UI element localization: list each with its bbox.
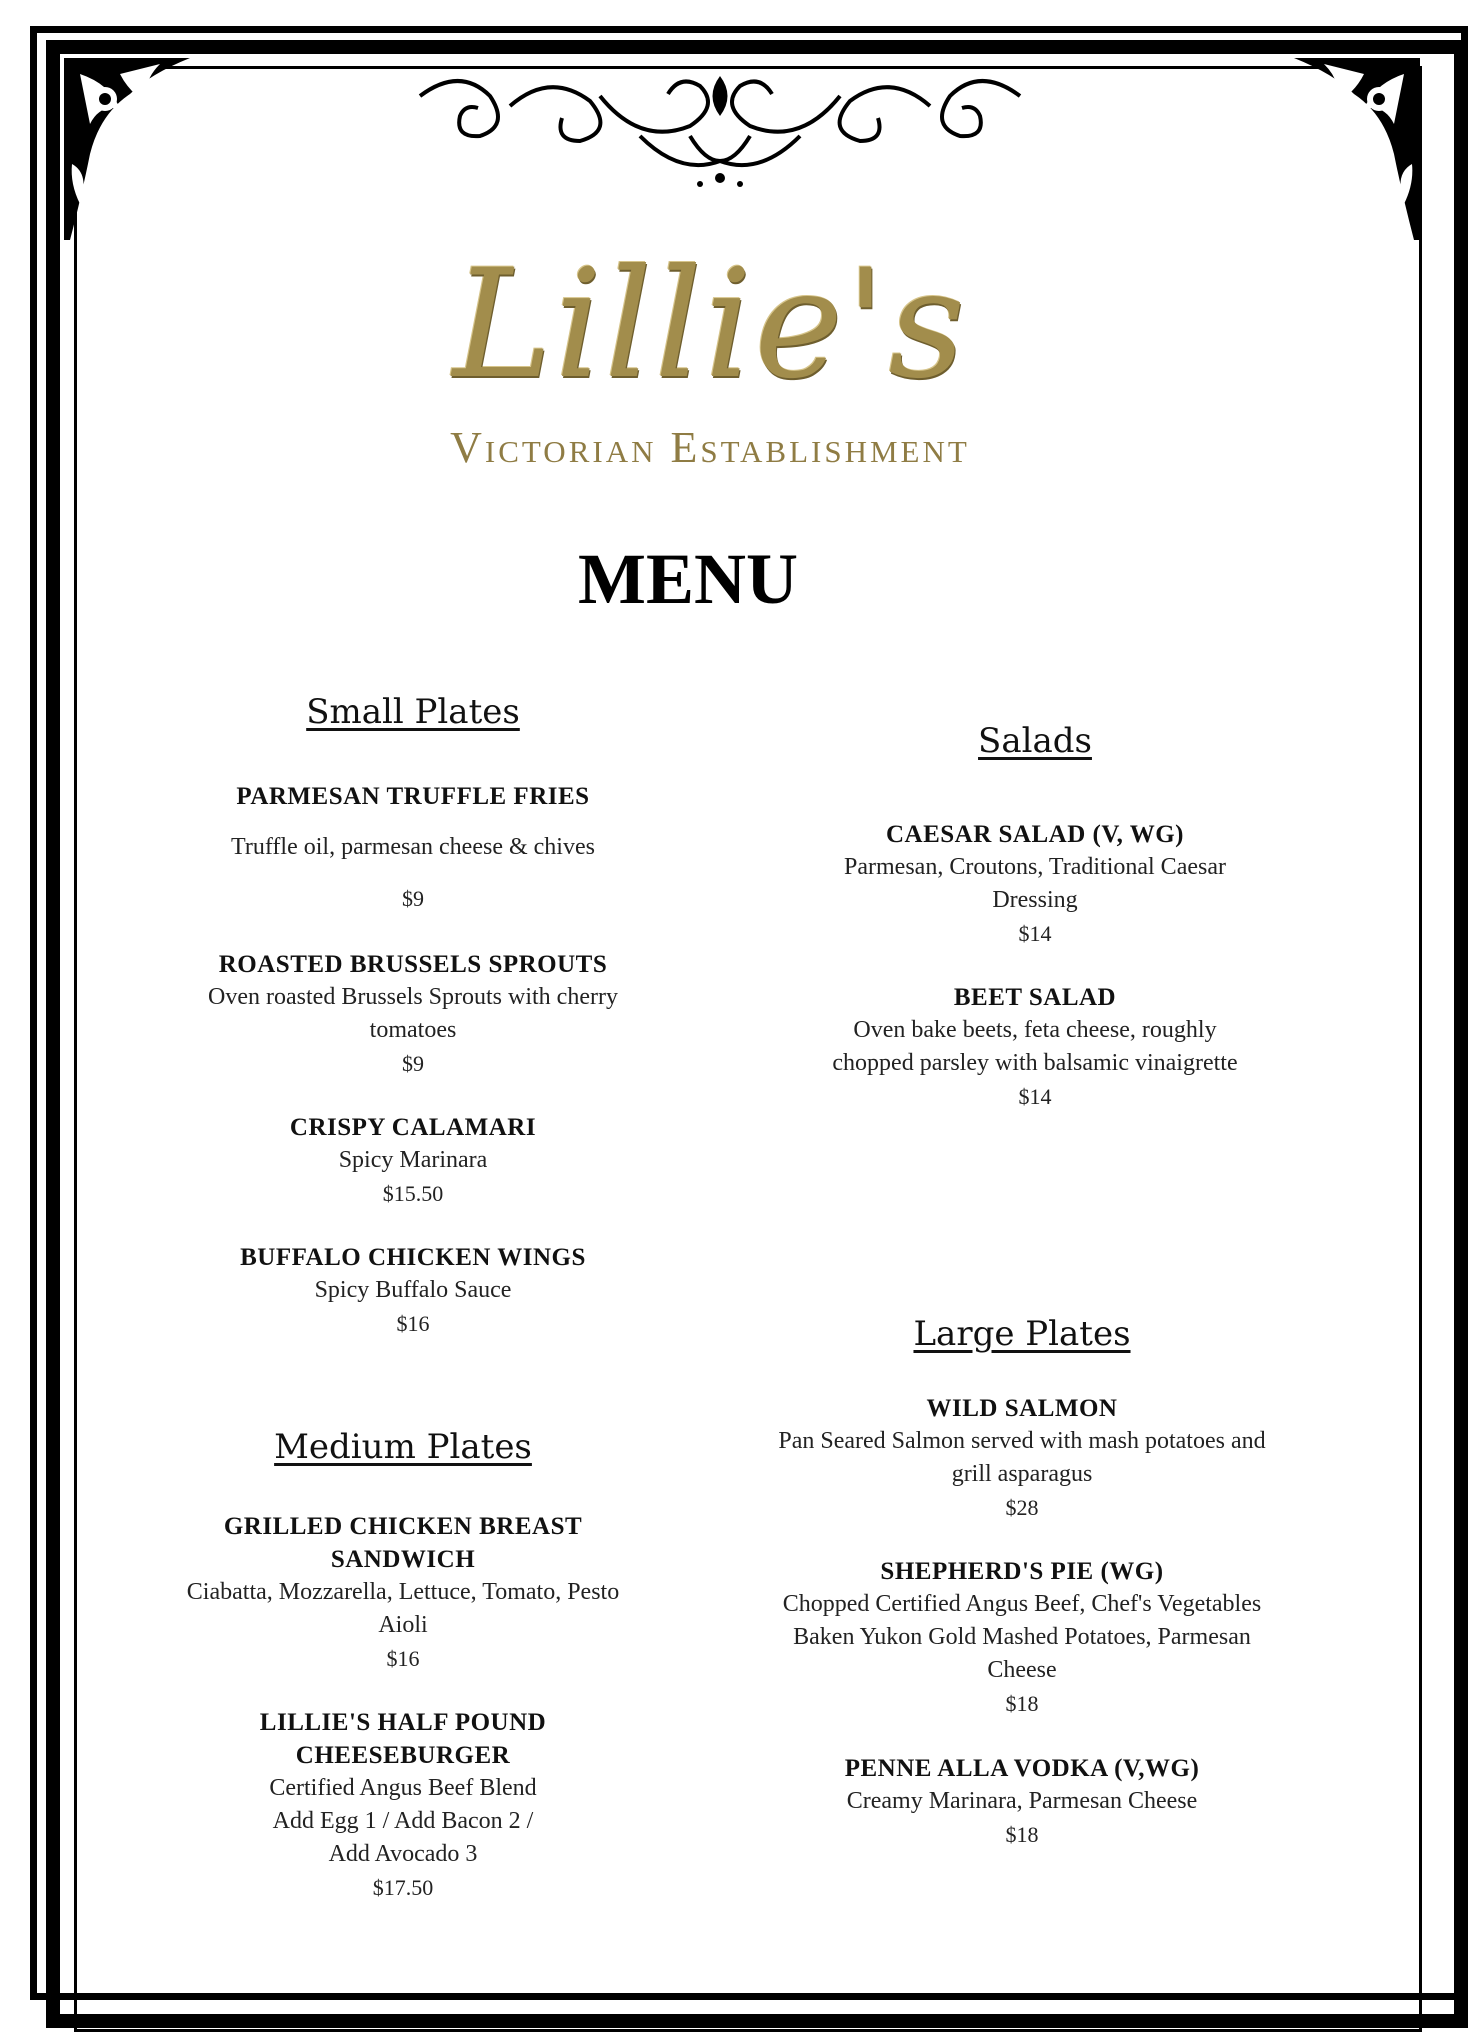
item-name: PARMESAN TRUFFLE FRIES xyxy=(236,783,590,810)
menu-item xyxy=(183,1510,623,1675)
menu-item xyxy=(825,818,1245,950)
item-description: Spicy Buffalo Sauce xyxy=(314,1277,512,1303)
menu-item xyxy=(183,948,643,1080)
menu-item xyxy=(762,1752,1282,1851)
logo-subtitle: Victorian Establishment xyxy=(450,423,970,472)
section-title-large-plates: Large Plates xyxy=(913,1314,1131,1354)
menu-item xyxy=(762,1555,1282,1720)
item-price: $18 xyxy=(1005,1691,1039,1716)
menu-item xyxy=(825,981,1245,1113)
item-description: Chopped Certified Angus Beef, Chef's Vegetables Baken Yukon Gold Mashed Potatoes, Parmesan Cheese xyxy=(782,1591,1262,1683)
menu-item xyxy=(762,1392,1282,1524)
corner-ornament-icon xyxy=(1284,54,1424,244)
item-description: Spicy Marinara xyxy=(338,1147,488,1173)
menu-item xyxy=(223,1706,583,1904)
section-title-salads: Salads xyxy=(978,721,1092,761)
item-name: PENNE ALLA VODKA (V,WG) xyxy=(844,1755,1200,1782)
item-price: $28 xyxy=(1005,1495,1039,1520)
item-price: $14 xyxy=(1018,921,1052,946)
section-title-medium-plates: Medium Plates xyxy=(274,1427,532,1467)
scroll-ornament-icon xyxy=(400,66,1040,196)
item-price: $14 xyxy=(1018,1084,1052,1109)
page-title: MENU xyxy=(578,539,798,619)
item-name: BUFFALO CHICKEN WINGS xyxy=(240,1244,586,1271)
item-description: Oven bake beets, feta cheese, roughly chopped parsley with balsamic vinaigrette xyxy=(832,1017,1238,1076)
restaurant-logo xyxy=(360,230,1060,470)
item-description: Parmesan, Croutons, Traditional Caesar Dressing xyxy=(844,854,1226,913)
item-name: ROASTED BRUSSELS SPROUTS xyxy=(218,951,608,978)
item-price: $16 xyxy=(396,1311,430,1336)
item-name: BEET SALAD xyxy=(953,984,1117,1011)
item-name: WILD SALMON xyxy=(926,1395,1118,1422)
item-description: Pan Seared Salmon served with mash potatoes and grill asparagus xyxy=(778,1428,1266,1487)
item-price: $9 xyxy=(402,1051,424,1076)
item-name: SHEPHERD'S PIE (WG) xyxy=(880,1558,1164,1585)
item-price: $9 xyxy=(402,886,424,911)
item-name: CAESAR SALAD (V, WG) xyxy=(885,821,1184,848)
item-price: $15.50 xyxy=(382,1181,444,1206)
item-description: Ciabatta, Mozzarella, Lettuce, Tomato, Pesto Aioli xyxy=(186,1579,620,1638)
item-name: GRILLED CHICKEN BREAST SANDWICH xyxy=(223,1513,583,1573)
menu-item xyxy=(183,1241,643,1340)
corner-ornament-icon xyxy=(60,54,200,244)
item-price: $18 xyxy=(1005,1822,1039,1847)
item-description: Truffle oil, parmesan cheese & chives xyxy=(231,834,595,860)
item-description: Creamy Marinara, Parmesan Cheese xyxy=(846,1788,1198,1814)
item-price: $16 xyxy=(386,1646,420,1671)
item-name: CRISPY CALAMARI xyxy=(289,1114,537,1141)
menu-item xyxy=(183,780,643,915)
section-title-small-plates: Small Plates xyxy=(306,692,520,732)
menu-item xyxy=(183,1111,643,1210)
logo-script: Lillie's xyxy=(452,238,968,412)
item-description: Oven roasted Brussels Sprouts with cherry tomatoes xyxy=(208,984,618,1043)
item-name: LILLIE'S HALF POUND CHEESEBURGER xyxy=(259,1709,547,1769)
item-description: Certified Angus Beef Blend Add Egg 1 / Add Bacon 2 / Add Avocado 3 xyxy=(269,1775,537,1867)
item-price: $17.50 xyxy=(372,1875,434,1900)
